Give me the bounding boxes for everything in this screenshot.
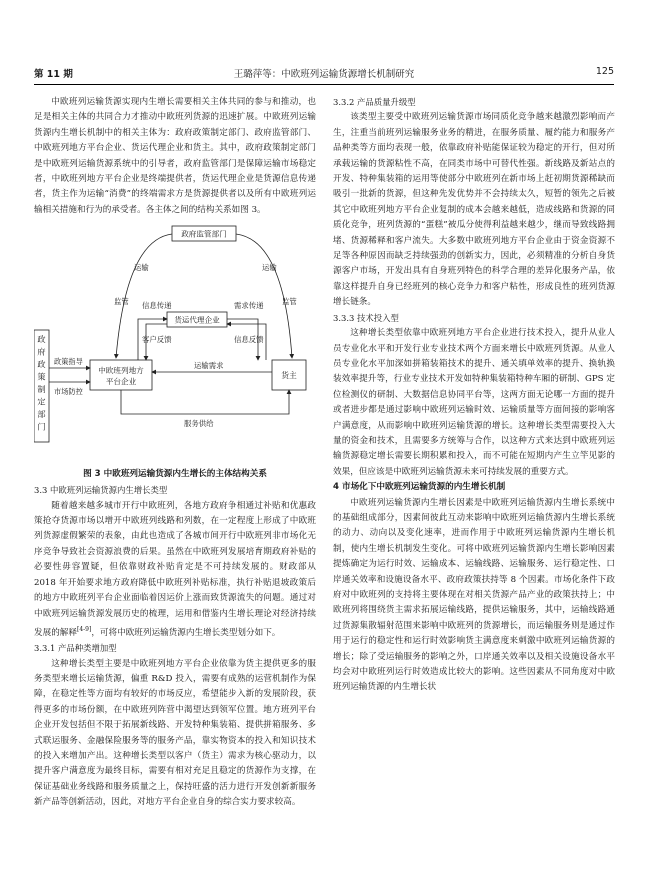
paragraph-growth-types-tail: ，可将中欧班列运输货源内生增长类型划分如下。 — [91, 627, 281, 638]
section-3-3-3-heading: 3.3.3 技术投入型 — [333, 312, 399, 323]
label-yunshu-right: 运输 — [262, 263, 277, 273]
page-header — [34, 66, 614, 84]
paragraph-quality-upgrade: 该类型主要受中欧班列运输货源市场同质化竞争越来越激烈影响而产生，注重当前班列运输服务业务的精进，在服务质量、履约能力和服务产品种类等方面均表现一般，依靠政府补贴能保证较为稳定的开行，但对所承载运输的货源粘性不高，在同类市场中可替代性强。新线路及新站点的开发、特种集装箱的运用等使部分中欧班列在新市场上赶初期货源稀缺而吸引一批新的货源，但这种先发优势并不会持续太久，短暂的领先之后被其它中欧班列地方平台企业复制的成本会越来越低，造成线路和货源的同质化竞争，班列货源的“蛋糕”被瓜分使得利益越来越少，继而导致线路拥堵、货源稀释和客户流失。大多数中欧班列地方平台企业由于资金资源不足等各种原因而缺乏持续强劲的创新实力，因此，必须精准的分析自身货源客户市场，开发出具有自身班列特色的科学合理的差异化服务产品，依靠这样提升自身已经班列的核心竞争力和客户粘性，形成良性的班列货源增长链条。 — [333, 112, 615, 308]
paragraph-growth-types — [34, 499, 316, 642]
forwarder-label: 货运代理企业 — [174, 315, 220, 325]
label-transport-demand: 运输需求 — [194, 361, 224, 371]
policy-dept-label: 政府政策制定部门 — [37, 334, 46, 432]
label-market-control: 市场防控 — [54, 387, 83, 397]
right-column — [333, 95, 615, 696]
label-policy-guidance: 政策指导 — [54, 357, 83, 367]
label-yunshu-left: 运输 — [134, 263, 149, 273]
shipper-label: 货主 — [281, 371, 297, 381]
supervision-label: 政府监管部门 — [181, 229, 227, 239]
label-service-supply: 服务供给 — [184, 419, 214, 429]
label-info-transfer: 信息传递 — [142, 301, 172, 311]
section-3-3-heading: 3.3 中欧班列运输货源内生增长类型 — [34, 485, 168, 496]
label-customer-feedback: 客户反馈 — [142, 335, 172, 345]
label-jianguan-left: 监管 — [114, 297, 129, 307]
paragraph-actors: 中欧班列运输货源实现内生增长需要相关主体共同的参与和推动，也足是相关主体的共同合力才推动中欧班列货源的迅速扩展。中欧班列运输货源内生增长机制中的相关主体为：政府政策制定部门、政府监管部门、中欧班列地方平台企业、货运代理企业和货主。其中，政府政策制定部门是中欧班列运输货源系统中的引导者，政府监管部门是保障运输市场稳定者，中欧班列地方平台企业是终端提供者，货运代理企业是货源信息传递者，货主作为运输“消费”的终端需求方是货源提供者以及所有中欧班列运输相关措施和行为的承受者。各主体之间的结构关系如图 3。 — [34, 97, 316, 215]
section-3-3-2-heading: 3.3.2 产品质量升级型 — [333, 97, 416, 107]
paragraph-growth-types-text: 随着越来越多城市开行中欧班列，各地方政府争相通过补贴和优惠政策抢夺货源市场以增开中欧班列线路和列数，在一定程度上形成了中欧班列货源虚假繁荣的表象，由此也造成了各城市间开行中欧班列非市场化无序竞争导致社会资源浪费的后果。虽然在中欧班列发展培育期政府补贴的必要性毋容置疑，但依靠财政补贴肯定是不可持续发展的。财政部从 2018 年开始要求地方政府降低中欧班列补贴标准，执行补贴退坡政策后的地方中欧班列平台企业面临着因运价上涨而致货源流失的问题。通过对中欧班列运输货源发展历史的梳理，运用和借鉴内生增长理论对经济持续发展的解释 — [34, 500, 316, 638]
figure-3 — [34, 218, 316, 483]
structure-diagram — [34, 218, 316, 483]
figure-caption: 图 3 中欧班列运输货源内生增长的主体结构关系 — [83, 469, 267, 480]
section-3-3-1-heading: 3.3.1 产品种类增加型 — [34, 643, 117, 654]
paragraph-product-variety: 这种增长类型主要是中欧班列地方平台企业依靠为货主提供更多的服务类型来增长运输货源，偏重 R&D 投入，需要有成熟的运营机制作为保障，在稳定性等方面均有较好的市场反应，希望能步入新的发展阶段，获得更多的市场份额，在中欧班列阵营中渴望达到领军位置。地方班列平台企业开发包括但不限于拓展新线路、开发特种集装箱、提供拼箱服务、多式联运服务、金融保险服务等的服务产品，靠实物资本的投入和知识技术的投入来增加产出。这种增长类型以客户（货主）需求为核心驱动力，以提升客户满意度为最终目标，需要有相对充足且稳定的货源作为支撑，在保证基础业务线路和服务质量之上，保持旺盛的活力进行开发创新新服务新产品等创新活动，因此，对地方平台企业自身的综合实力要求较高。 — [34, 658, 316, 808]
citation-4-9: [4-9] — [76, 625, 92, 633]
page-number: 125 — [595, 66, 614, 77]
label-jianguan-right: 监管 — [282, 297, 297, 307]
paragraph-mechanism: 中欧班列运输货源内生增长因素是中欧班列运输货源内生增长系统中的基础组成部分，因素间彼此互动来影响中欧班列运输货源内生增长系统的动力、动向以及变化速率，进而作用于中欧班列运输货源内生增长机制，使内生增长机制发生变化。可将中欧班列运输货源内生增长影响因素提炼确定为运行时效、运输成本、运输线路、运输服务、运行稳定性、口岸通关效率和设施设备水平、政府政策扶持等 8 个因素。市场化条件下政府对中欧班列的支持将主要体现在对相关货源产品产业的政策扶持上；中欧班列将围绕货主需求拓展运输线路，提供运输服务，其中，运输线路通过货源集散辐射范围来影响中欧班列的货源增长，而运输服务则是通过作用于运行的稳定性和运行时效影响货主满意度来刺激中欧班列运输货源的增长；除了受运输服务的影响之外，口岸通关效率以及相关设施设备水平均会对中欧班列运行时效造成比较大的影响。这些因素从不同角度对中欧班列运输货源的内生增长状 — [333, 497, 615, 693]
left-column — [34, 95, 316, 811]
label-demand-transfer: 需求传递 — [234, 301, 264, 311]
header-rule — [34, 84, 614, 85]
platform-label: 中欧班列地方平台企业 — [98, 366, 144, 387]
paragraph-tech-input: 这种增长类型依靠中欧班列地方平台企业进行技术投入，提升从业人员专业化水平和开发行业专业技术两个方面来增长中欧班列货源。从业人员专业化水平加深如拼箱装箱技术的提升、通关填单效率的提升、换轨换装效率提升等，行业专业技术开发如特种集装箱特种车厢的研制、GPS 定位检测仪的研制、大数据信息协同平台等，这两方面无论哪一方面的提升或者进步都是通过影响中欧班列运输时效、运输质量等方面间接的影响客户满意度，从而影响中欧班列运输货源的增长。这种增长类型需要投入大量的资金和技术，且需要多方统筹与合作，以这种方式来达到中欧班列运输货源稳定增长需要长期积累和投入，而不可能在短期内产生立竿见影的效果，但应该是中欧班列运输货源未来可持续发展的重要方式。 — [333, 328, 615, 477]
arrow-service-supply — [121, 390, 289, 414]
issue-number: 第 11 期 — [34, 69, 73, 80]
label-info-feedback: 信息反馈 — [234, 335, 264, 345]
section-4-heading: 4 市场化下中欧班列运输货源的内生增长机制 — [333, 482, 506, 493]
running-title: 王璐萍等：中欧班列运输货源增长机制研究 — [233, 69, 415, 80]
